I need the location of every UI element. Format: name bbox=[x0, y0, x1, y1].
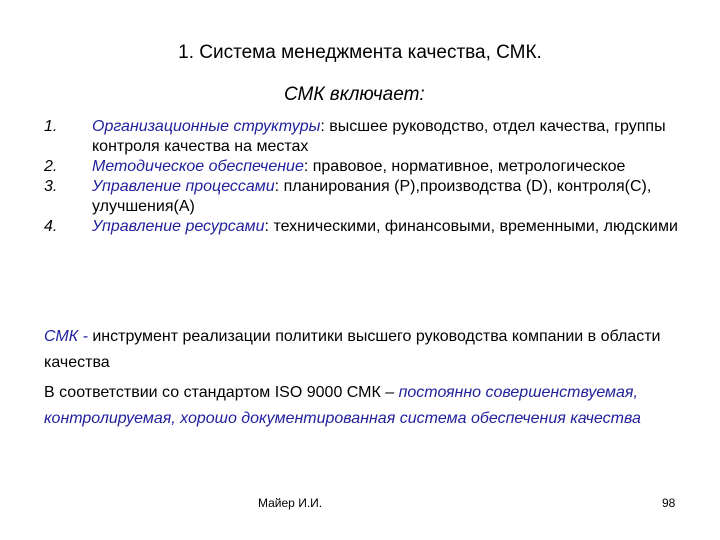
page-number: 98 bbox=[662, 496, 676, 510]
list-item-text bbox=[92, 177, 694, 217]
list-item-text bbox=[92, 217, 694, 237]
footer-author: Майер И.И. bbox=[258, 496, 323, 510]
slide-subtitle: СМК включает: bbox=[284, 84, 425, 105]
list-item-description: : техническими, финансовыми, временными, людскими bbox=[264, 218, 678, 235]
components-list bbox=[44, 117, 694, 237]
iso-text: В соответствии со стандартом ISO 9000 СМК – bbox=[44, 384, 399, 401]
list-item bbox=[44, 117, 694, 157]
smk-term: СМК - bbox=[44, 328, 88, 345]
iso-italic-text: постоянно совершенствуемая, контролируемая, хорошо документированная система обеспечения качества bbox=[44, 384, 641, 427]
smk-description: инструмент реализации политики высшего руководства компании в области качества bbox=[44, 328, 661, 371]
list-item-text bbox=[92, 157, 694, 177]
list-item-number: 3. bbox=[44, 178, 58, 195]
list-item-term: Методическое обеспечение bbox=[92, 158, 304, 175]
list-item-description: : высшее руководство, отдел качества, группы контроля качества на местах bbox=[92, 118, 666, 155]
list-item-number: 4. bbox=[44, 218, 58, 235]
list-item-term: Организационные структуры bbox=[92, 118, 321, 135]
list-item-description: : правовое, нормативное, метрологическое bbox=[303, 158, 626, 175]
slide-title: 1. Система менеджмента качества, СМК. bbox=[178, 42, 542, 63]
list-item-text bbox=[92, 117, 694, 157]
list-item bbox=[44, 157, 694, 177]
smk-definition bbox=[44, 324, 704, 376]
list-item-description: : планирования (P),производства (D), контроля(C), улучшения(A) bbox=[92, 178, 652, 215]
list-item bbox=[44, 217, 694, 237]
iso-statement bbox=[44, 380, 704, 432]
list-item bbox=[44, 177, 694, 217]
list-item-term: Управление процессами bbox=[92, 178, 275, 195]
list-item-number: 2. bbox=[44, 158, 58, 175]
list-item-number: 1. bbox=[44, 118, 58, 135]
list-item-term: Управление ресурсами bbox=[92, 218, 265, 235]
